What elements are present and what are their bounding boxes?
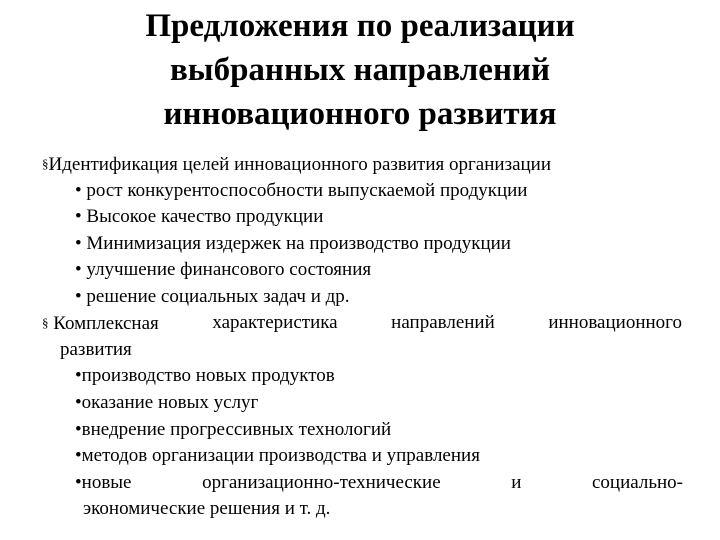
- section-2-last-item-word-1: •новые: [75, 472, 132, 493]
- section-2-last-item-word-3: и: [511, 472, 522, 493]
- section-1-item: • Минимизация издержек на производство продукции: [75, 233, 511, 254]
- section-1-item: • решение социальных задач и др.: [75, 286, 350, 307]
- title-line-3: инновационного развития: [163, 96, 557, 132]
- section-2-heading-row: [42, 311, 682, 336]
- section-2-last-item-continuation: экономические решения и т. д.: [83, 498, 331, 519]
- section-2-last-item-word-2: организационно-технические: [202, 472, 441, 493]
- section-2-heading-word-1: § Комплексная: [42, 313, 159, 334]
- section-2-heading-word-4: инновационного: [548, 312, 682, 333]
- section-1-heading-row: [42, 152, 551, 177]
- title-line-1: Предложения по реализации: [145, 8, 575, 44]
- section-1-heading: Идентификация целей инновационного развития организации: [48, 154, 552, 175]
- section-2-last-item-row: [75, 471, 683, 495]
- section-2-item: •оказание новых услуг: [75, 392, 259, 413]
- section-1-item: • рост конкурентоспособности выпускаемой продукции: [75, 180, 528, 201]
- section-marker-icon: §: [42, 315, 49, 330]
- section-2-heading-continuation: развития: [60, 339, 132, 360]
- section-2-item: •методов организации производства и управления: [75, 445, 480, 466]
- section-1-item: • Высокое качество продукции: [75, 206, 324, 227]
- section-2-item: •внедрение прогрессивных технологий: [75, 419, 392, 440]
- section-2-heading-word-2: характеристика: [212, 312, 338, 333]
- title-line-2: выбранных направлений: [169, 52, 550, 88]
- section-2-item: •производство новых продуктов: [75, 365, 335, 386]
- section-2-last-item-word-4: социально-: [591, 472, 683, 493]
- section-marker-icon: §: [42, 156, 49, 171]
- section-2-heading-word-3: направлений: [391, 312, 495, 333]
- section-1-item: • улучшение финансового состояния: [75, 259, 372, 280]
